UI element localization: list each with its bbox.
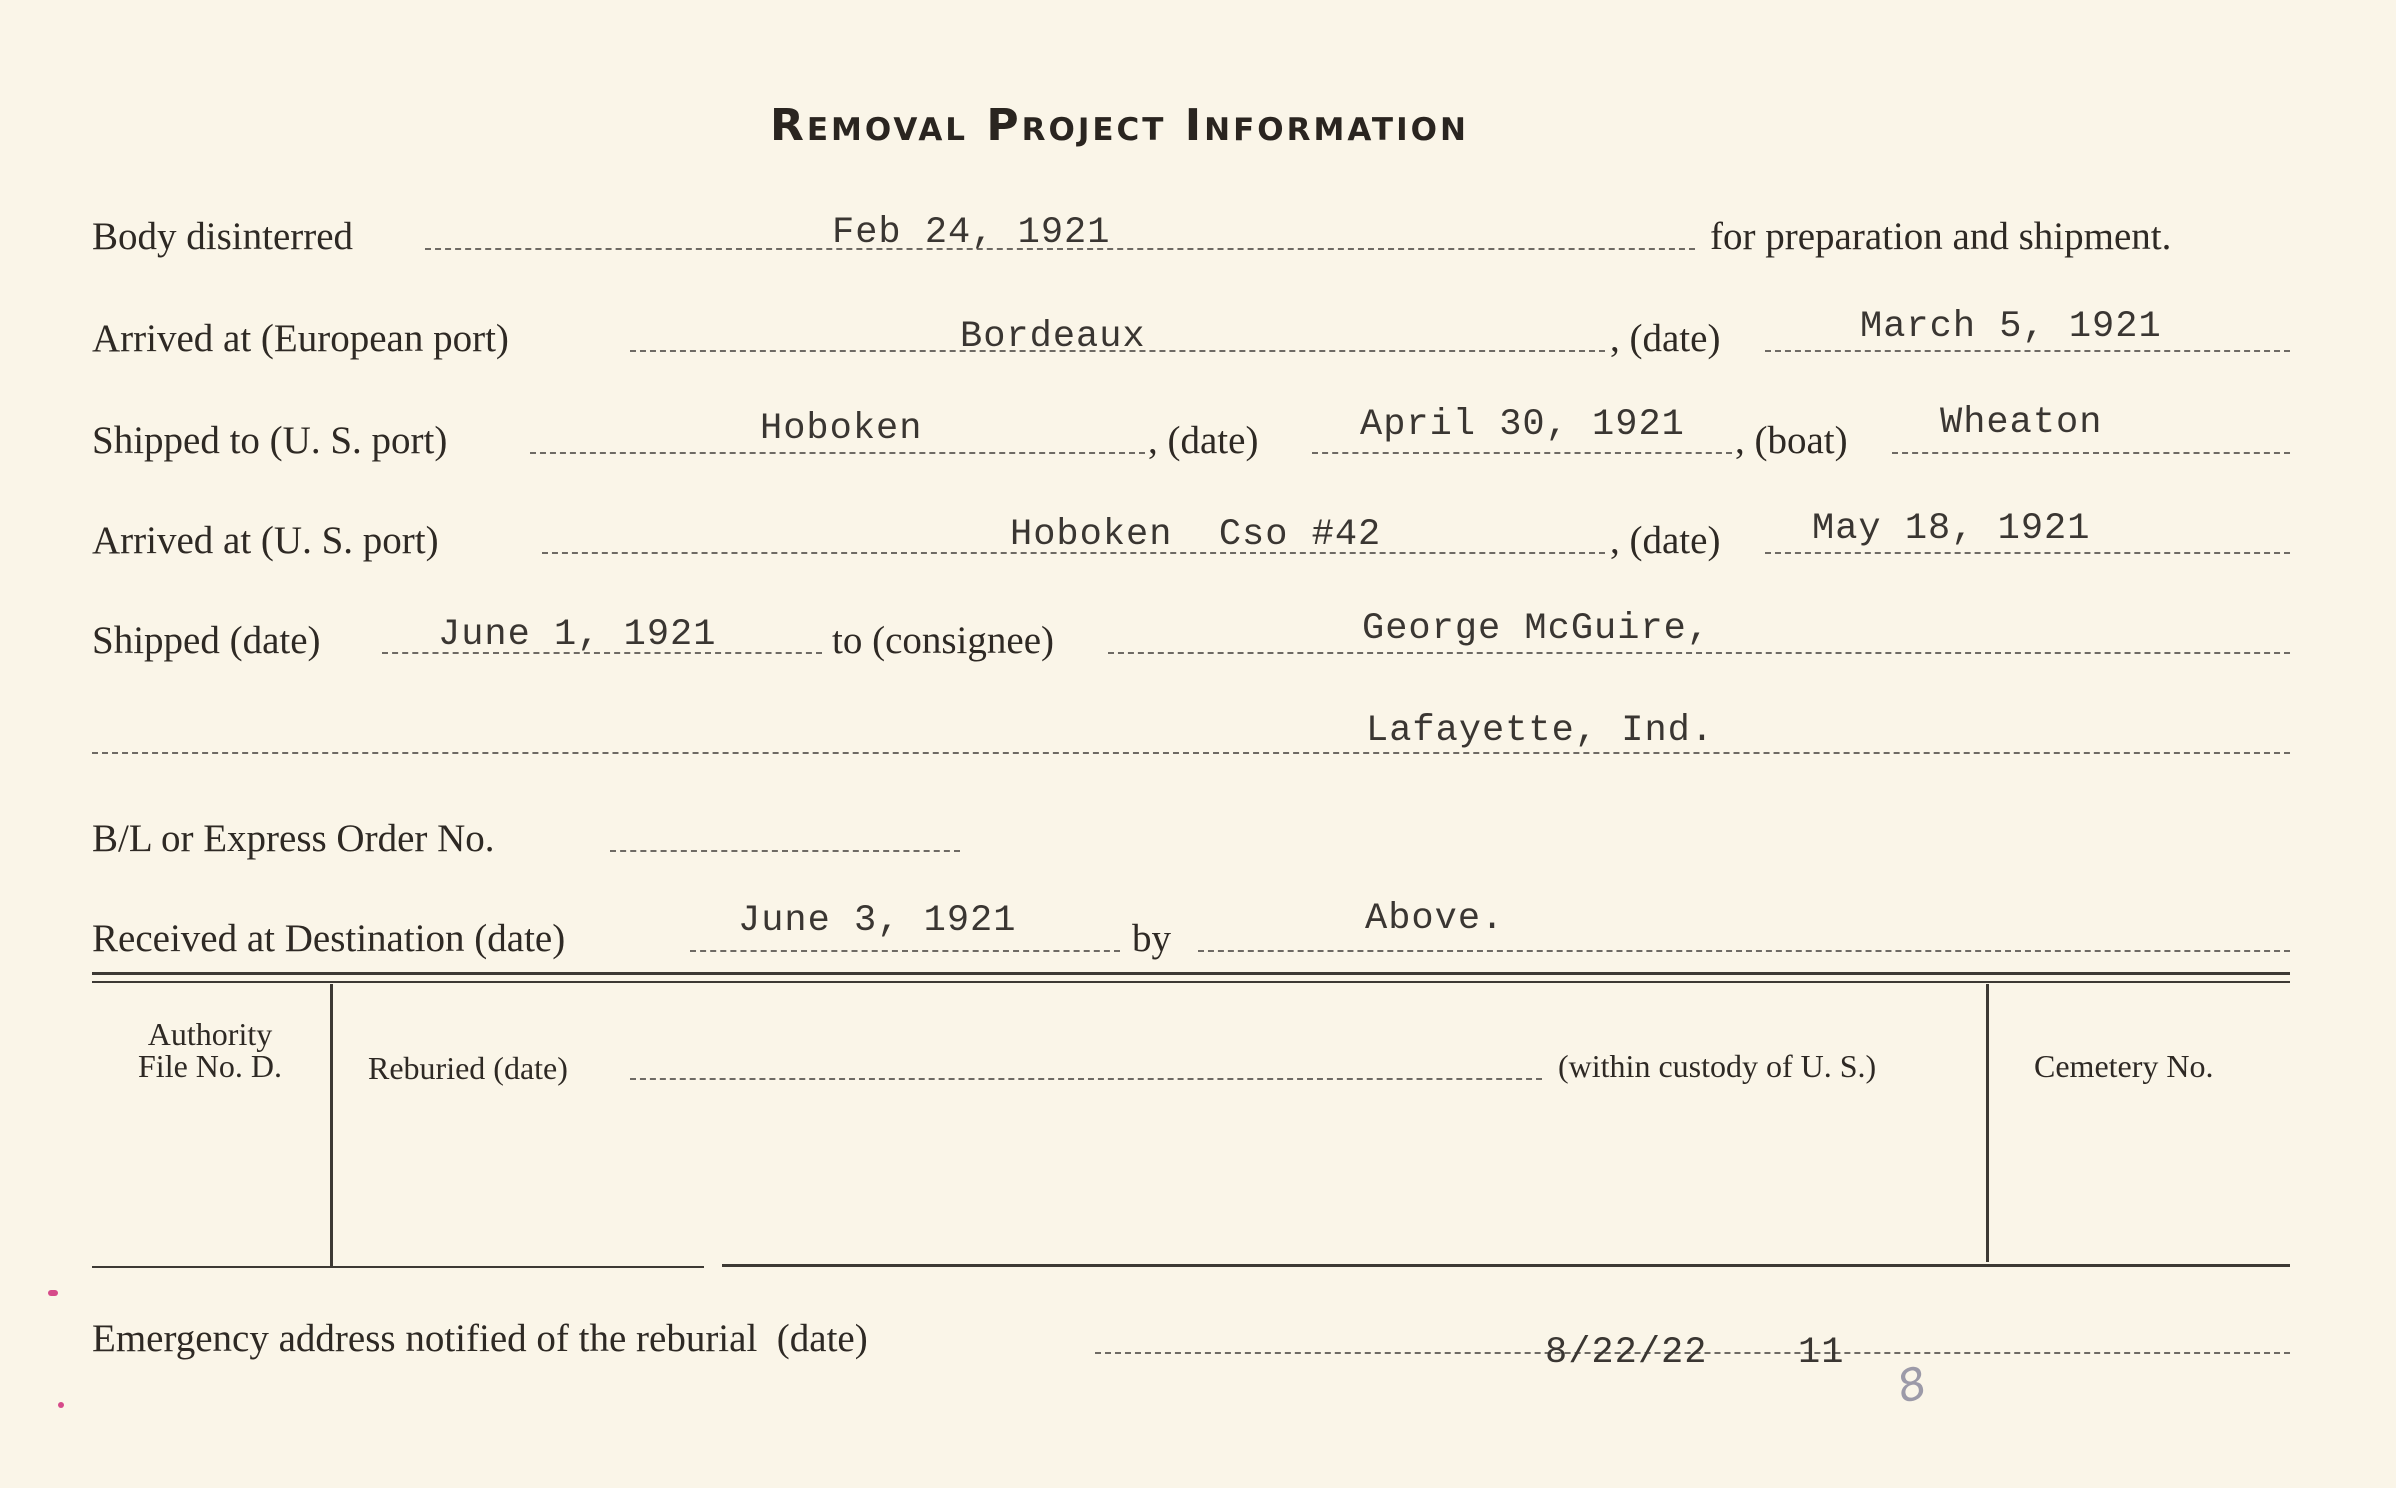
line-arrived-us-date	[1765, 552, 2290, 554]
label-received-destination: Received at Destination (date)	[92, 917, 566, 960]
pencil-mark: 8	[1891, 1357, 1933, 1414]
table-vline-right	[1986, 984, 1989, 1262]
line-boat	[1892, 452, 2290, 454]
label-shipped-onward-date: Shipped (date)	[92, 619, 321, 662]
label-arrived-us-date: , (date)	[1610, 519, 1721, 562]
line-consignee-address	[92, 752, 2290, 754]
label-custody: (within custody of U. S.)	[1558, 1048, 1877, 1084]
divider-bottom-right	[722, 1264, 2290, 1267]
label-boat: , (boat)	[1735, 419, 1848, 462]
label-preparation-shipment: for preparation and shipment.	[1710, 215, 2172, 258]
line-us-port	[530, 452, 1145, 454]
value-arrived-us-port: Hoboken Cso #42	[1010, 514, 1382, 556]
line-received-by	[1198, 950, 2290, 952]
label-shipped-us-port: Shipped to (U. S. port)	[92, 419, 448, 462]
label-shipped-date: , (date)	[1148, 419, 1259, 462]
label-cemetery-no: Cemetery No.	[2034, 1048, 2214, 1084]
ink-speck	[48, 1290, 58, 1296]
label-emergency-notified: Emergency address notified of the reburial (date)	[92, 1317, 868, 1360]
table-vline-left	[330, 984, 333, 1266]
label-received-by: by	[1132, 917, 1171, 960]
value-emergency-code: 11	[1798, 1332, 1845, 1374]
value-arrived-eu-date: March 5, 1921	[1860, 306, 2162, 348]
value-arrived-us-date: May 18, 1921	[1812, 508, 2091, 550]
divider-top	[92, 972, 2290, 975]
label-authority-file: Authority File No. D.	[138, 1016, 282, 1084]
line-shipped-date	[1312, 452, 1732, 454]
value-shipped-onward-date: June 1, 1921	[438, 614, 717, 656]
line-bl-order	[610, 850, 960, 852]
value-shipped-date: April 30, 1921	[1360, 404, 1685, 446]
divider-bottom-left	[92, 1266, 704, 1268]
label-consignee: to (consignee)	[832, 619, 1055, 662]
value-consignee: George McGuire,	[1362, 608, 1711, 650]
label-arrived-eu-date: , (date)	[1610, 317, 1721, 360]
line-received-date	[690, 950, 1120, 952]
label-arrived-us-port: Arrived at (U. S. port)	[92, 519, 439, 562]
label-reburied-date: Reburied (date)	[368, 1050, 568, 1086]
divider-top-second	[92, 981, 2290, 983]
value-emergency-date: 8/22/22	[1545, 1332, 1708, 1374]
value-us-port: Hoboken	[760, 408, 923, 450]
value-disinterred-date: Feb 24, 1921	[832, 212, 1111, 254]
ink-speck	[58, 1402, 64, 1408]
label-arrived-european-port: Arrived at (European port)	[92, 317, 509, 360]
value-boat: Wheaton	[1940, 402, 2103, 444]
line-arrived-eu-date	[1765, 350, 2290, 352]
label-bl-order: B/L or Express Order No.	[92, 817, 495, 860]
label-body-disinterred: Body disinterred	[92, 215, 354, 258]
card-title: Removal Project Information	[770, 100, 1469, 151]
value-received-date: June 3, 1921	[738, 900, 1017, 942]
value-consignee-address: Lafayette, Ind.	[1366, 710, 1715, 752]
line-consignee	[1108, 652, 2290, 654]
line-reburied-date	[630, 1078, 1542, 1080]
value-received-by: Above.	[1365, 898, 1505, 940]
value-european-port: Bordeaux	[960, 316, 1146, 358]
